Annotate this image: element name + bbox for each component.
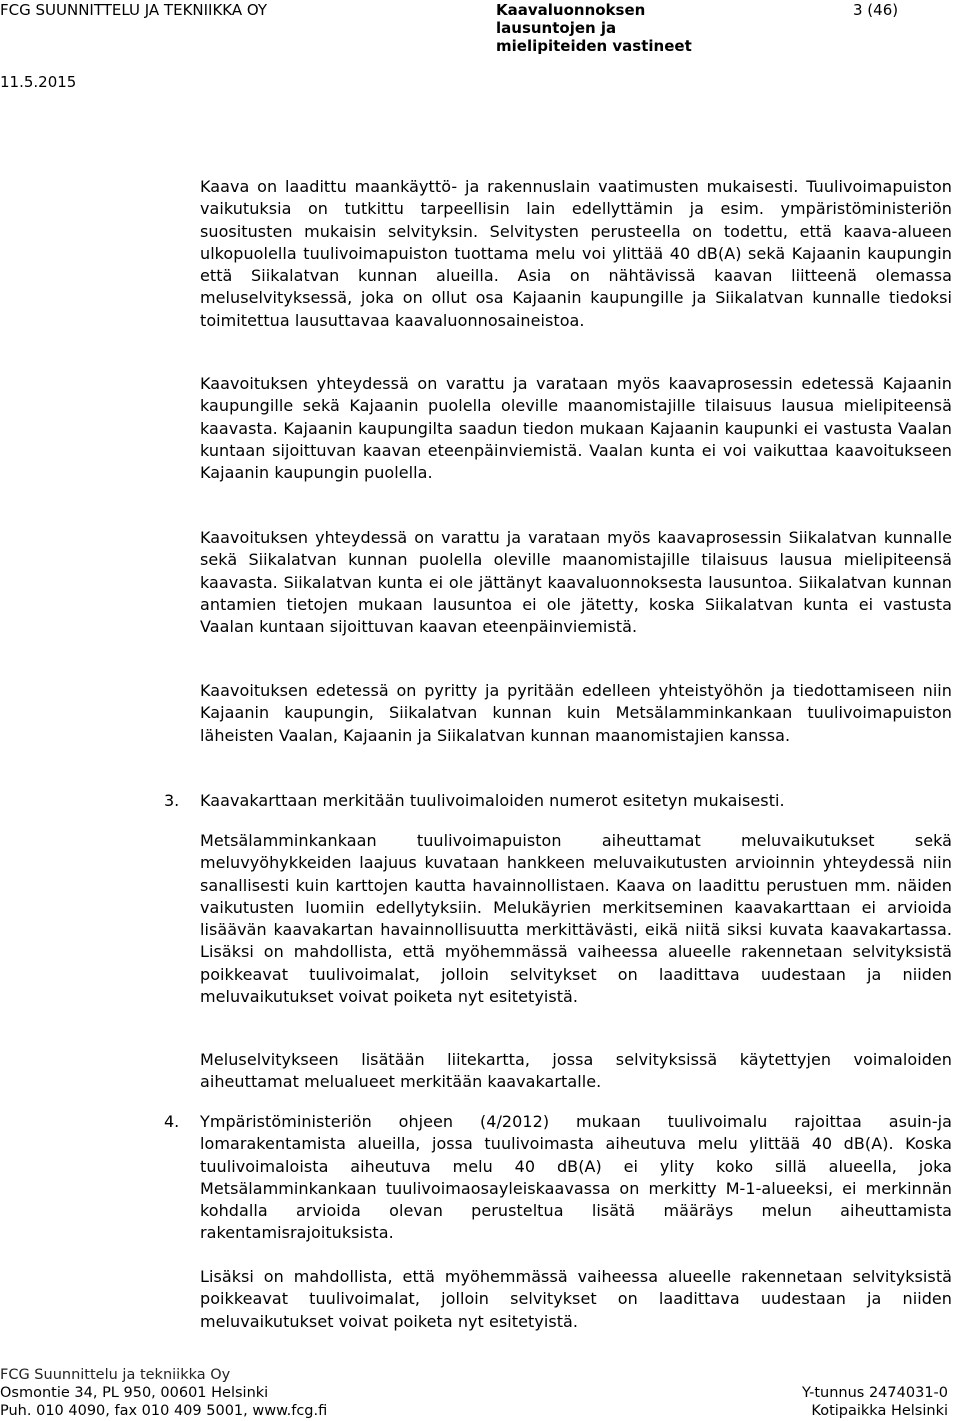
header-company: FCG SUUNNITTELU JA TEKNIIKKA OY xyxy=(0,1,268,19)
item-4-text: Ympäristöministeriön ohjeen (4/2012) mukaan tuulivoimalu rajoittaa asuin-ja lomarakentamista alueilla, jossa tuulivoimasta aiheutuva melu ylittää 40 dB(A). Koska tuulivoimaloista aiheutuva melu 40 dB(A) ei ylity koko sillä alueella, joka Metsälamminkankaan tuulivoimaosayleiskaavassa on merkitty M-1-alueeksi, ei merkinnän kohdalla arvioida olevan perusteltua lisätä määräys melun aiheuttamista rakentamisrajoituksista. xyxy=(200,1112,952,1243)
item-3-number: 3. xyxy=(164,791,180,810)
footer-company: FCG Suunnittelu ja tekniikka Oy xyxy=(0,1367,231,1383)
header-page-number: 3 (46) xyxy=(853,1,899,19)
header-doc-title-3: mielipiteiden vastineet xyxy=(496,37,692,55)
footer-domicile: Kotipaikka Helsinki xyxy=(811,1403,948,1419)
paragraph-3: Kaavoituksen yhteydessä on varattu ja varataan myös kaavaprosessin Siikalatvan kunnalle sekä Siikalatvan kunnan puolella oleville maanomistajille tilaisuus lausua mielipiteensä kaavasta. Siikalatvan kunta ei ole jättänyt kaavaluonnoksesta lausuntoa. Siikalatvan kunnan antamien tietojen mukaan lausuntoa ei ole jätetty, koska Siikalatvan kunta ei vastusta Vaalan kuntaan sijoittuvan kaavan eteenpäinviemistä. xyxy=(200,528,952,637)
paragraph-2: Kaavoituksen yhteydessä on varattu ja varataan myös kaavaprosessin edetessä Kajaanin kaupungille sekä Kajaanin puolella oleville maanomistajille tilaisuus lausua mielipiteensä kaavasta. Kajaanin kaupungilta saadun tiedon mukaan Kajaanin kaupunki ei vastusta Vaalan kuntaan sijoittuvan kaavan eteenpäinviemistä. Vaalan kunta ei voi vaikuttaa kaavoitukseen Kajaanin kaupungin puolella. xyxy=(200,374,952,483)
header-date: 11.5.2015 xyxy=(0,73,77,91)
paragraph-7: Lisäksi on mahdollista, että myöhemmässä vaiheessa alueelle rakennetaan selvityksistä poikkeavat tuulivoimalat, jolloin selvitykset on laadittava uudestaan ja niiden meluvaikutukset voivat poiketa nyt esitetyistä. xyxy=(200,1267,952,1331)
footer-business-id: Y-tunnus 2474031-0 xyxy=(801,1385,948,1401)
header-doc-title-2: lausuntojen ja xyxy=(496,19,617,37)
footer-address: Osmontie 34, PL 950, 00601 Helsinki xyxy=(0,1385,269,1401)
header-doc-title-1: Kaavaluonnoksen xyxy=(496,1,646,19)
item-3-text: Kaavakarttaan merkitään tuulivoimaloiden numerot esitetyn mukaisesti. xyxy=(200,791,785,810)
paragraph-4: Kaavoituksen edetessä on pyritty ja pyritään edelleen yhteistyöhön ja tiedottamiseen niin Kajaanin kaupungin, Siikalatvan kunnan kuin Metsälamminkankaan tuulivoimapuiston läheisten Vaalan, Kajaanin ja Siikalatvan kunnan maanomistajien kanssa. xyxy=(200,681,952,745)
paragraph-1: Kaava on laadittu maankäyttö- ja rakennuslain vaatimusten mukaisesti. Tuulivoimapuiston vaikutuksia on tutkittu tarpeellisin lain edellyttämin ja esim. ympäristöministeriön suositusten mukaisin selvityksin. Selvitysten perusteella on todettu, että kaava-alueen ulkopuolella tuulivoimapuiston tuottama melu voi ylittää 40 dB(A) sekä Kajaanin kaupungin että Siikalatvan kunnan alueilla. Asia on nähtävissä kaavan liitteenä olemassa meluselvityksessä, joka on ollut osa Kajaanin kaupungille ja Siikalatvan kunnalle tiedoksi toimitettua lausuttavaa kaavaluonnosaineistoa. xyxy=(200,177,952,330)
item-4-number: 4. xyxy=(164,1112,180,1131)
paragraph-5: Metsälamminkankaan tuulivoimapuiston aiheuttamat meluvaikutukset sekä meluvyöhykkeiden laajuus kuvataan hankkeen meluvaikutusten arvioinnin yhteydessä niin sanallisesti kuin karttojen kautta havainnollistaen. Kaava on laadittu perustuen mm. näiden vaikutusten luomiin edellytyksiin. Melukäyrien merkitseminen kaavakarttaan ei arvioida lisäävän kaavakartan havainnollisuutta merkittävästi, eikä niitä siksi kuvata kaavakartassa. Lisäksi on mahdollista, että myöhemmässä vaiheessa alueelle rakennetaan selvityksistä poikkeavat tuulivoimalat, jolloin selvitykset on laadittava uudestaan ja niiden meluvaikutukset voivat poiketa nyt esitetyistä. xyxy=(200,831,952,1007)
footer-contact: Puh. 010 4090, fax 010 409 5001, www.fcg.fi xyxy=(0,1403,328,1419)
paragraph-6: Meluselvitykseen lisätään liitekartta, jossa selvityksissä käytettyjen voimaloiden aiheuttamat melualueet merkitään kaavakartalle. xyxy=(200,1050,952,1092)
